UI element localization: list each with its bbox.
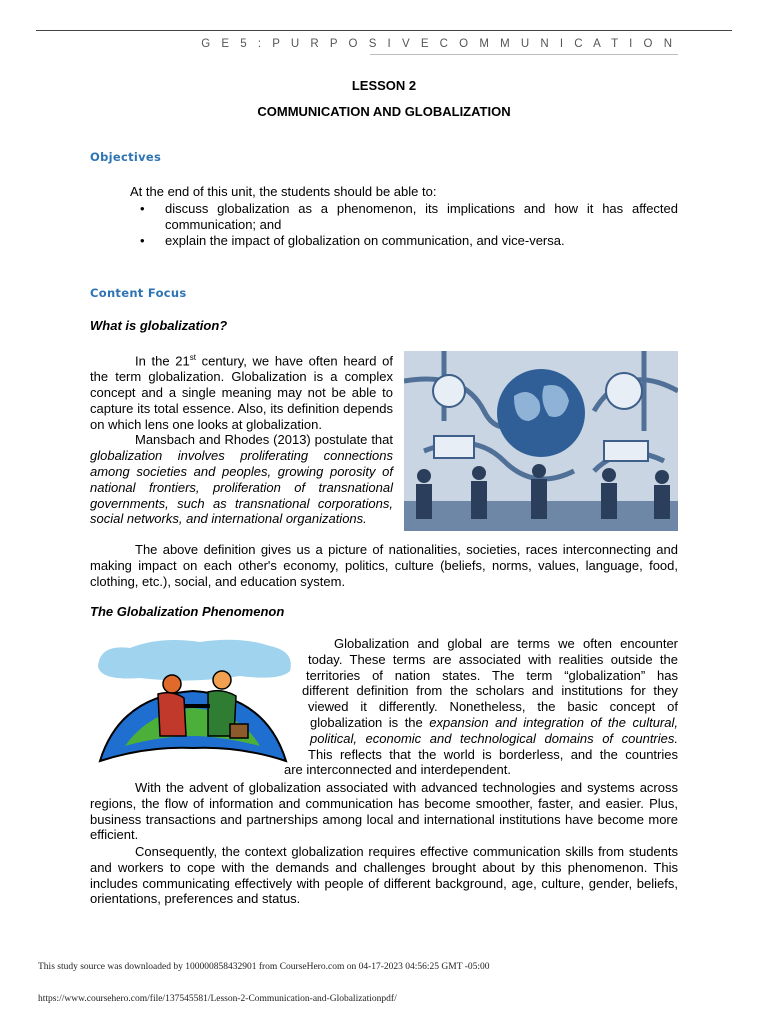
p4-line-4: different definition from the scholars and institutions for they	[302, 683, 678, 699]
handshake-globe-clipart	[90, 636, 296, 766]
p4-line-5-text: viewed it differently. Nonetheless, the basic concept of	[308, 699, 678, 715]
footer-url[interactable]: https://www.coursehero.com/file/137545581/Lesson-2-Communication-and-Globalizationpdf/	[38, 994, 397, 1004]
p1-superscript: st	[189, 353, 196, 362]
paragraph-phenomenon	[284, 636, 678, 778]
objectives-heading: Objectives	[90, 150, 162, 164]
p4-line-7	[300, 731, 678, 747]
p4-line-8: This reflects that the world is borderless, and the countries	[308, 746, 678, 762]
paragraph-definition-picture: The above definition gives us a picture of nationalities, societies, races interconnecting and making impact on each other's economy, politics, culture (beliefs, norms, values, language, food, clothing, etc.), social, and education system.	[90, 542, 678, 589]
p1-text-a: In the 21	[135, 353, 190, 369]
p1-text-b: century, we have often heard of the term globalization. Globalization is a complex concept and a single meaning may not be able to capture its total essence. Also, its definition depends on which lens one looks at globalization.	[90, 353, 393, 432]
objectives-list	[130, 201, 678, 248]
p4-line-6a: globalization is the	[310, 714, 430, 730]
lesson-title: COMMUNICATION AND GLOBALIZATION	[257, 104, 511, 119]
p4-line-3: territories of nation states. The term “globalization” has	[306, 667, 678, 683]
running-head: G E 5 : P U R P O S I V E C O M M U N I C A T I O N	[201, 38, 676, 50]
p4-line-7-text: political, economic and technological domains of countries.	[310, 730, 678, 746]
paragraph-advent: With the advent of globalization associated with advanced technologies and systems across regions, the flow of information and communication has become smoother, faster, and easier. Plus, business transactions and partnerships among local and international institutions have become more efficient.	[90, 780, 678, 843]
p4-line-6b: expansion and integration of the cultural,	[429, 714, 678, 730]
p4-line-2: today. These terms are associated with realities outside the	[308, 651, 678, 667]
p2-lead: Mansbach and Rhodes (2013) postulate that	[135, 432, 393, 448]
p2-quote: globalization involves proliferating connections among societies and peoples, growing porosity of national frontiers, proliferation of transnational governments, such as transnational corporations, social networks, and international organizations.	[90, 448, 393, 527]
header-rule	[370, 54, 678, 55]
p4-line-1: Globalization and global are terms we often encounter	[334, 636, 678, 651]
lesson-number: LESSON 2	[351, 78, 417, 93]
subheading-what-is-globalization: What is globalization?	[90, 318, 228, 333]
p4-line-6	[300, 715, 678, 731]
footer-source-line: This study source was downloaded by 100000858432901 from CourseHero.com on 04-17-2023 04:56:25 GMT -05:00	[38, 962, 490, 972]
paragraph-consequently: Consequently, the context globalization requires effective communication skills from students and workers to cope with the demands and challenges brought about by this phenomenon. This includes communicating effectively with people of different background, age, culture, gender, beliefs, orientations, preferences and status.	[90, 844, 678, 907]
content-focus-heading: Content Focus	[90, 286, 187, 300]
globalization-illustration	[404, 351, 678, 531]
p4-line-5	[300, 699, 678, 715]
objective-item: • discuss globalization as a phenomenon, its implications and how it has affected communication; and	[130, 201, 678, 233]
p4-line-9: are interconnected and interdependent.	[284, 762, 511, 778]
objectives-intro: At the end of this unit, the students should be able to:	[130, 184, 437, 199]
top-rule	[36, 30, 732, 31]
objective-item: • explain the impact of globalization on communication, and vice-versa.	[130, 233, 678, 249]
paragraph-intro	[90, 350, 393, 527]
subheading-globalization-phenomenon: The Globalization Phenomenon	[90, 604, 285, 619]
